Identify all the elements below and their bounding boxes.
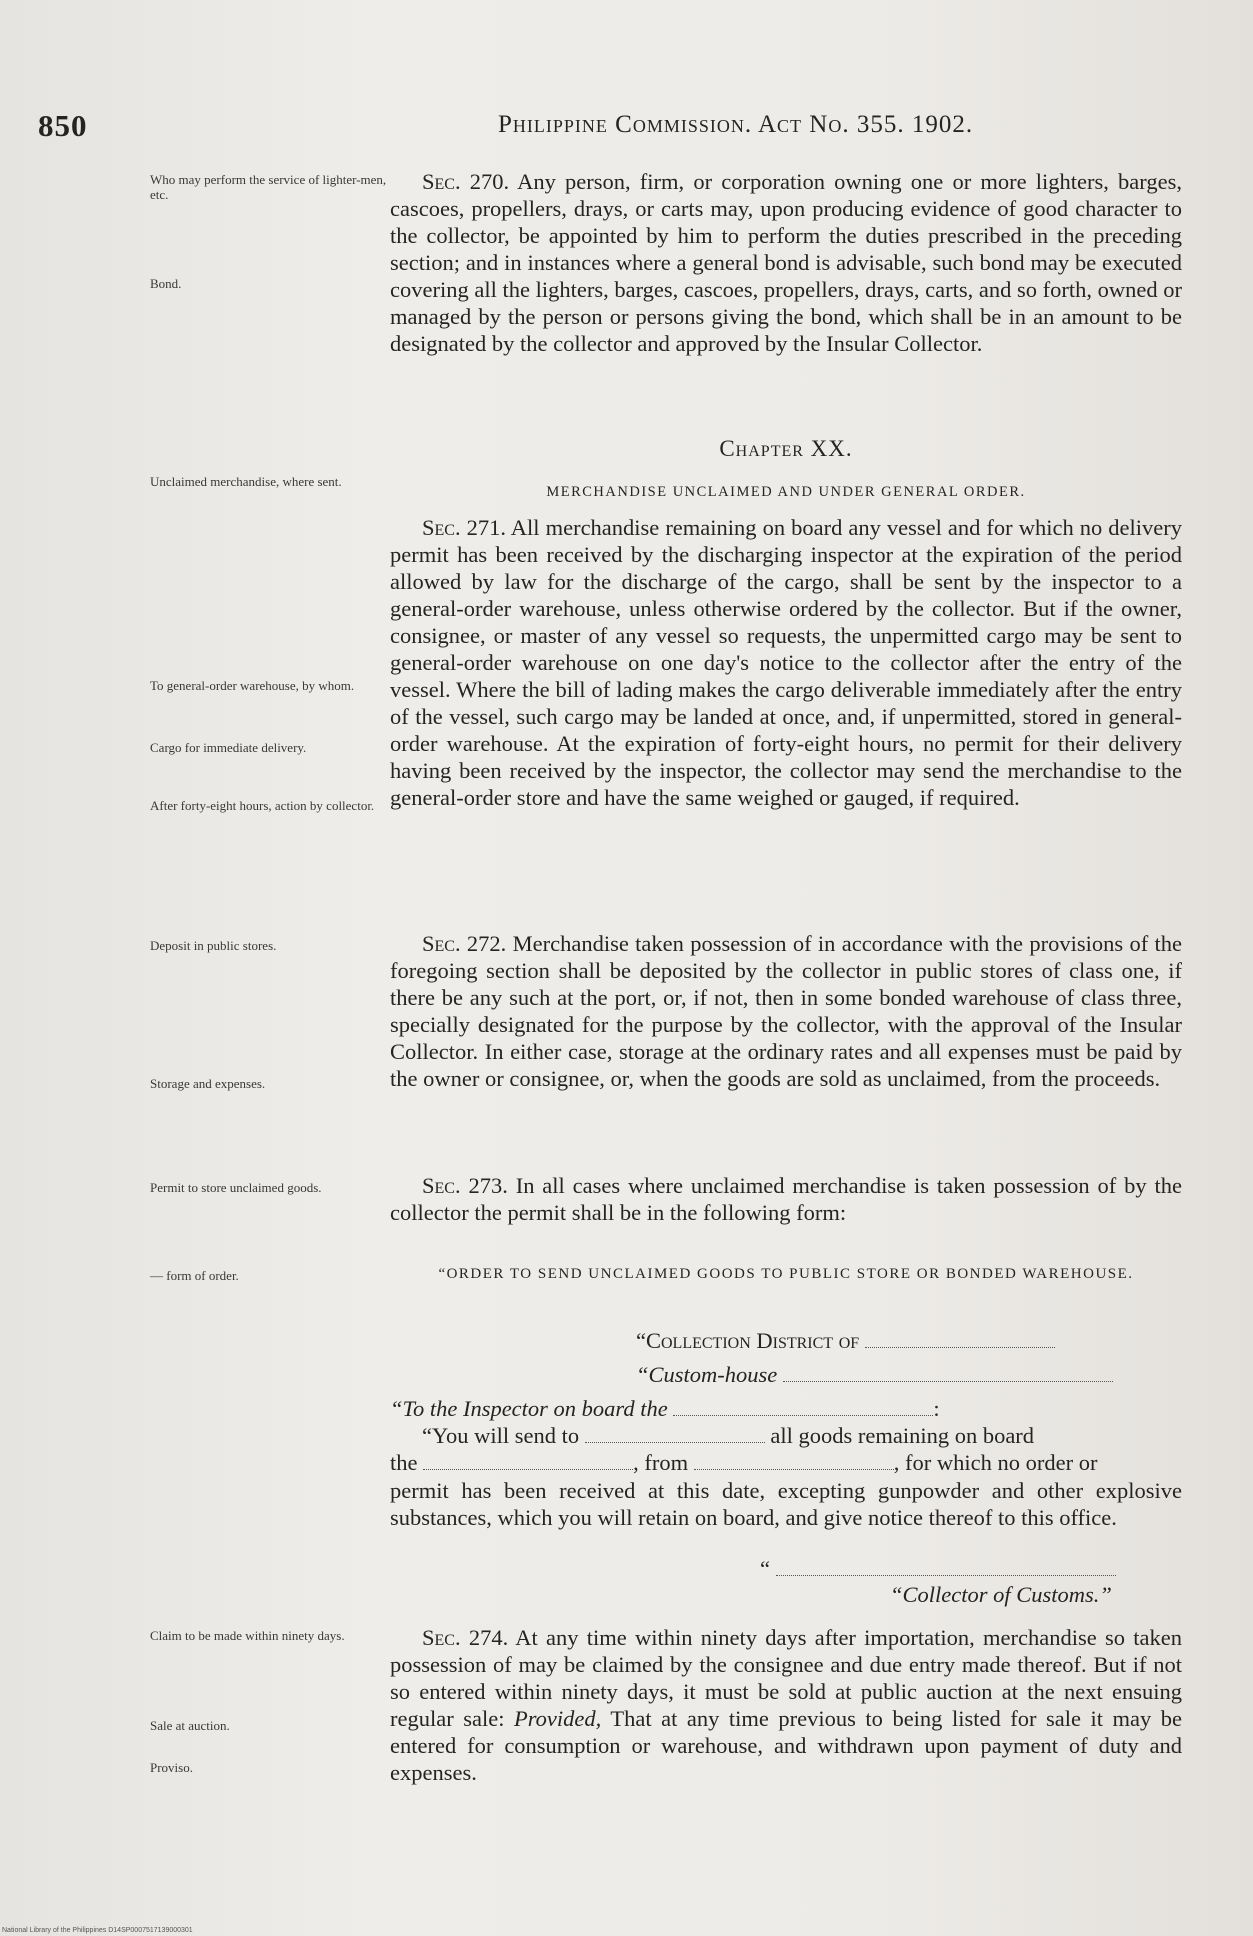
form-text: “ [760,1556,770,1581]
form-inspector-line [390,1396,940,1422]
form-text: all goods remaining on board [770,1423,1035,1448]
margin-note-unclaimed: Unclaimed merchandise, where sent. [150,474,342,489]
blank-field [694,1451,894,1470]
margin-note-bond: Bond. [150,276,182,291]
chapter-subtitle: MERCHANDISE UNCLAIMED AND UNDER GENERAL ORDER. [546,484,1026,500]
form-body-line-1 [422,1423,1034,1449]
margin-note-permit: Permit to store unclaimed goods. [150,1180,322,1195]
blank-field [585,1424,765,1443]
section-text: That at any time previous to being listed for sale it may be entered for consumption or warehouse, and withdrawn upon payment of duty and expenses. [390,1706,1183,1785]
form-customhouse-line [636,1362,1113,1388]
blank-field [865,1329,1055,1348]
margin-note-lightermen: Who may perform the service of lighter-men, etc. [150,172,387,202]
blank-field [783,1363,1113,1382]
page-number: 850 [38,108,88,143]
margin-note-immediate-delivery: Cargo for immediate delivery. [150,740,307,755]
section-label: Sec. 272. [422,931,507,956]
form-inspector-label: “To the Inspector on board the [390,1396,668,1421]
form-text: “You will send to [422,1423,580,1448]
section-text: All merchandise remaining on board any vessel and for which no delivery permit has been received by the discharging inspector at the expiration of the period allowed by law for the discharge of the cargo, shall be sent by the inspector to a general-order warehouse, unless otherwise ordered by the collector. But if the owner, consignee, or master of any vessel so requests, the unpermitted cargo may be sent to general-order warehouse on one day's notice to the collector after the entry of the vessel. Where the bill of lading makes the cargo deliverable immediately after the entry of the vessel, such cargo may be landed at once, and, if unpermitted, stored in general-order warehouse. At the expiration of forty-eight hours, no permit for their delivery having been received by the inspector, the collector may send the merchandise to the general-order store and have the same weighed or gauged, if required. [390,515,1182,810]
proviso-word: Provided, [514,1706,602,1731]
margin-note-proviso: Proviso. [150,1760,193,1775]
form-customhouse-label: “Custom-house [636,1362,778,1387]
form-text: the [390,1450,418,1475]
form-body-rest [390,1477,1182,1531]
form-text: , for which no order or [893,1450,1098,1475]
margin-note-auction: Sale at auction. [150,1718,230,1733]
section-text: Any person, firm, or corporation owning one or more lighters, barges, cascoes, propellers, drays, or carts may, upon producing evidence of good character to the collector, be appointed by him to perform the duties prescribed in the preceding section; and in instances where a general bond is advisable, such bond may be executed covering all the lighters, barges, cascoes, propellers, drays, carts, and so forth, owned or managed by the person or persons giving the bond, which shall be in an amount to be designated by the collector and approved by the Insular Collector. [390,169,1182,356]
section-273 [390,1172,1182,1226]
margin-note-general-order: To general-order warehouse, by whom. [150,678,355,693]
margin-note-public-stores: Deposit in public stores. [150,938,277,953]
form-body-line-2 [390,1450,1097,1476]
scan-footer: National Library of the Philippines D14SP0007517139000301 [2,1927,193,1934]
section-label: Sec. 271. [422,515,506,540]
section-270 [390,168,1182,357]
blank-field [673,1397,933,1416]
collector-signature: “Collector of Customs.” [890,1582,1112,1607]
form-title: “ORDER TO SEND UNCLAIMED GOODS TO PUBLIC STORE OR BONDED WAREHOUSE. [438,1266,1134,1282]
section-text: Merchandise taken possession of in accordance with the provisions of the foregoing section shall be deposited by the collector in public stores of class one, if there be any such at the port, or, if not, then in some bonded warehouse of class three, specially designated for the purpose by the collector, with the approval of the Insular Collector. In either case, storage at the ordinary rates and all expenses must be paid by the owner or consignee, or, when the goods are sold as unclaimed, from the proceeds. [390,931,1183,1091]
form-district-line [636,1328,1055,1354]
running-head: Philippine Commission. Act No. 355. 1902. [498,111,974,138]
form-signature [890,1582,1112,1608]
margin-note-storage: Storage and expenses. [150,1076,266,1091]
page-header [38,108,1187,144]
colon: : [933,1396,940,1421]
margin-note-ninety-days: Claim to be made within ninety days. [150,1628,345,1643]
form-text: permit has been received at this date, excepting gunpowder and other explosive substances, which you will retain on board, and give notice thereof to this office. [390,1478,1182,1530]
form-district-label: “Collection District of [636,1328,860,1353]
signature-blank [776,1557,1116,1576]
section-text: At any time within ninety days after importation, merchandise so taken possession of may be claimed by the consignee and due entry made thereof. But if not so entered within ninety days, it must be sold at public auction at the next ensuing regular sale: [390,1625,1182,1731]
section-text: In all cases where unclaimed merchandise is taken possession of by the collector the permit shall be in the following form: [390,1173,1182,1225]
blank-field [423,1451,633,1470]
section-272 [390,930,1182,1092]
section-label: Sec. 273. [422,1173,508,1198]
section-label: Sec. 274. [422,1625,509,1650]
section-274 [390,1624,1182,1786]
form-text: , from [633,1450,689,1475]
chapter-title: Chapter XX. [719,436,853,461]
margin-note-form-of-order: — form of order. [150,1268,239,1283]
section-label: Sec. 270. [422,169,510,194]
form-signature-line [760,1556,1116,1582]
margin-note-forty-eight-hours: After forty-eight hours, action by collector. [150,798,375,813]
section-271 [390,514,1182,811]
